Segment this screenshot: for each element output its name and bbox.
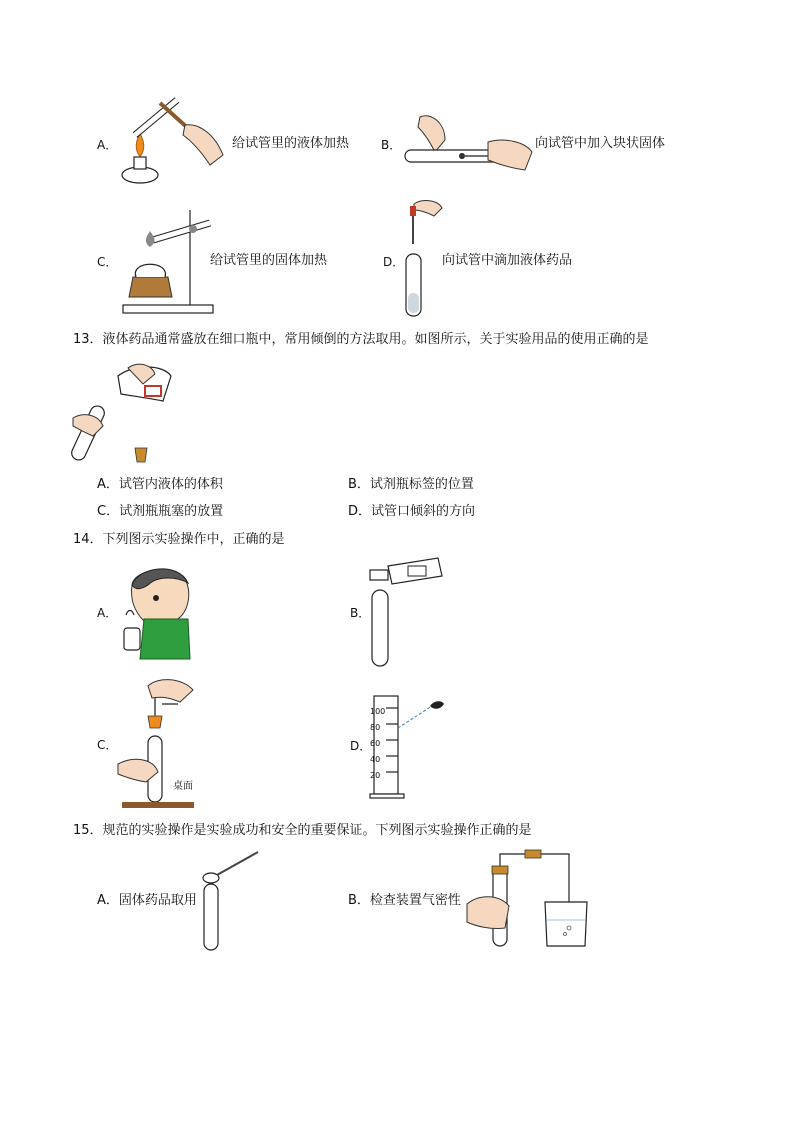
q15-option-b: B．检查装置气密性 [348,893,461,908]
q14-stem: 14．下列图示实验操作中，正确的是 [73,532,285,547]
q12-option-c-label: C． [97,255,118,269]
q12-option-a-label: A． [97,138,118,152]
q14-option-a-label: A． [97,606,118,620]
q13-option-b: B．试剂瓶标签的位置 [348,477,474,492]
q14-option-b-label: B． [350,606,371,620]
checking-airtightness-illustration [465,850,591,950]
cylinder-scale [370,704,400,784]
cylinder-tick-label: 40 [370,755,381,764]
desk-label: 桌面 [173,781,193,792]
pouring-liquid-illustration [73,356,173,466]
q13-stem: 13．液体药品通常盛放在细口瓶中，常用倾倒的方法取用。如图所示，关于实验用品的使用正确的是 [73,332,649,347]
q12-option-a-text: 给试管里的液体加热 [232,136,350,151]
q14-option-c-label: C． [97,738,118,752]
cylinder-tick-label: 20 [370,771,381,780]
q15-option-a: A．固体药品取用 [97,893,197,908]
q12-option-d-label: D． [383,255,405,269]
q14-option-d-label: D． [350,739,372,753]
heating-liquid-in-test-tube-illustration [115,95,230,190]
cylinder-tick-label: 60 [370,739,381,748]
heating-solid-in-test-tube-illustration [118,205,218,315]
q12-option-b-label: B． [381,138,402,152]
q12-option-d-text: 向试管中滴加液体药品 [442,253,573,268]
q12-option-c-text: 给试管里的固体加热 [210,253,328,268]
taking-solid-with-spoon-illustration [198,848,263,952]
adding-solid-to-test-tube-illustration [400,112,535,177]
pouring-into-test-tube-illustration [368,556,443,668]
cylinder-tick-label: 100 [370,707,386,716]
smelling-reagent-illustration [118,563,193,661]
q13-option-d: D．试管口倾斜的方向 [348,504,476,519]
cylinder-tick-label: 80 [370,723,381,732]
q15-stem: 15．规范的实验操作是实验成功和安全的重要保证。下列图示实验操作正确的是 [73,823,532,838]
q12-option-b-text: 向试管中加入块状固体 [535,136,666,151]
q13-option-c: C．试剂瓶瓶塞的放置 [97,504,224,519]
q13-option-a: A．试管内液体的体积 [97,477,223,492]
